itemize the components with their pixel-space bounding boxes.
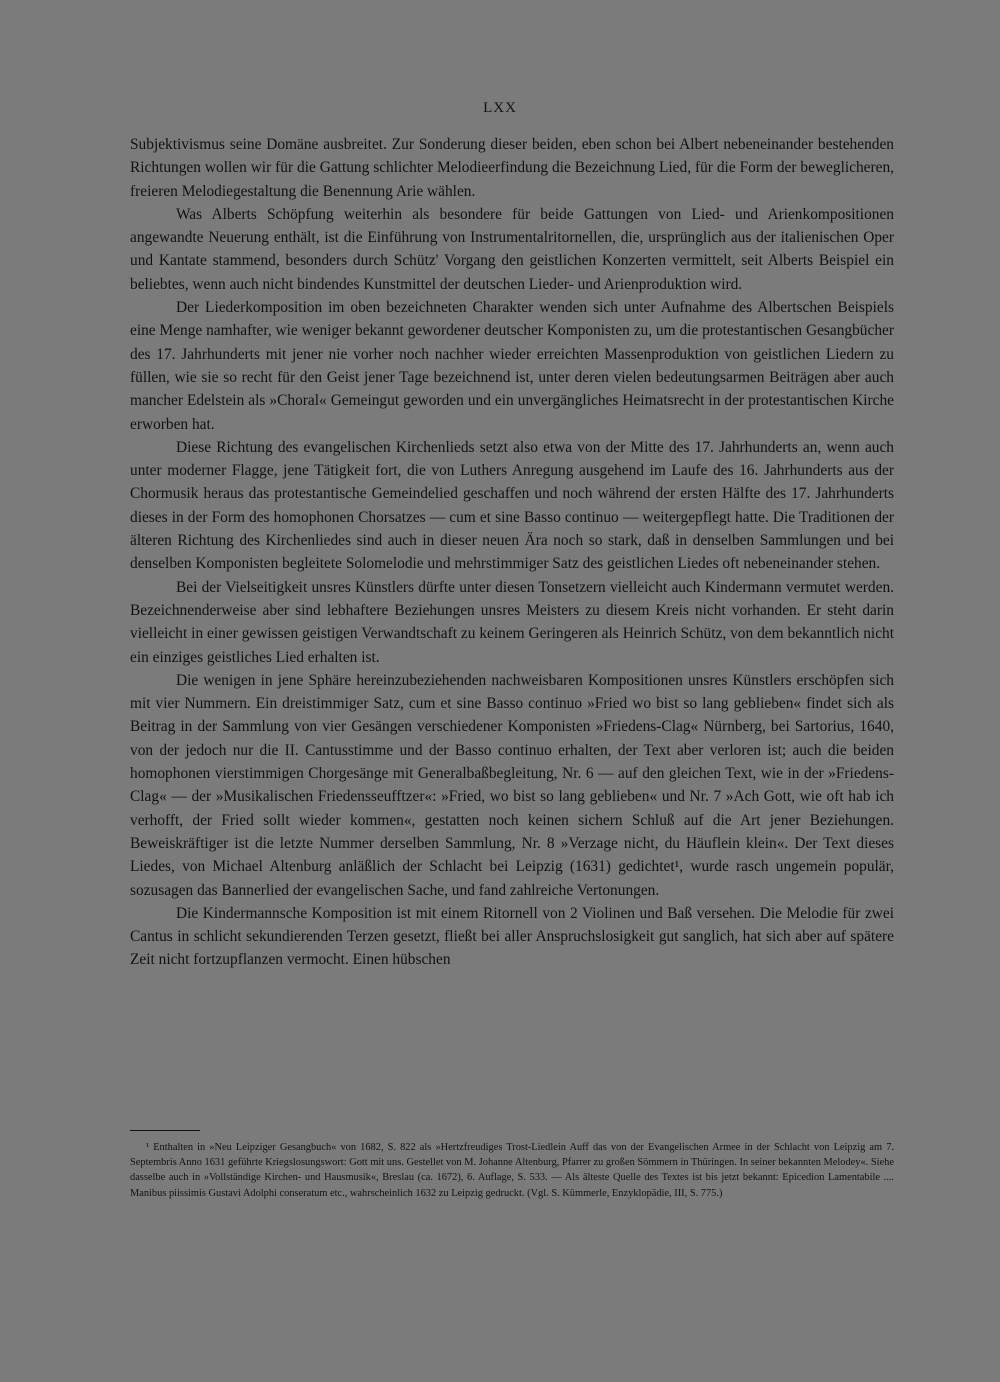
paragraph: Bei der Vielseitigkeit unsres Künstlers dürfte unter diesen Tonsetzern vielleicht auch Kindermann vermutet werden. Bezeichnenderweise aber sind lebhaftere Beziehungen unsres Meisters zu diesem Kreis nicht vorhanden. Er steht darin vielleicht in einer gewissen geistigen Verwandtschaft zu keinem Geringeren als Heinrich Schütz, von dem bekanntlich nicht ein einziges geistliches Lied erhalten ist. xyxy=(130,578,894,666)
paragraph: Der Liederkomposition im oben bezeichneten Charakter wenden sich unter Aufnahme des Albertschen Beispiels eine Menge namhafter, wie weniger bekannt gewordener deutscher Komponisten zu, um die protestantischen Gesangbücher des 17. Jahrhunderts mit jener nie vorher noch nachher wieder erreichten Massenproduktion von geistlichen Liedern zu füllen, wie sie so recht für den Geist jener Tage bezeichnend ist, unter deren vielen bedeutungsarmen Beiträgen aber auch mancher Edelstein als »Choral« Gemeingut geworden und ein unvergängliches Heimatsrecht in der protestantischen Kirche erworben hat. xyxy=(130,299,894,433)
paragraph: Subjektivismus seine Domäne ausbreitet. Zur Sonderung dieser beiden, eben schon bei Albert nebeneinander bestehenden Richtungen wollen wir für die Gattung schlichter Melodieerfindung die Bezeichnung Lied, für die Form der beweglicheren, freieren Melodiegestaltung die Benennung Arie wählen. xyxy=(130,136,894,200)
paragraph: Was Alberts Schöpfung weiterhin als besondere für beide Gattungen von Lied- und Arienkompositionen angewandte Neuerung enthält, ist die Einführung von Instrumentalritornellen, die, ursprünglich aus der italienischen Oper und Kantate stammend, besonders durch Schütz' Vorgang den geistlichen Konzerten vermittelt, seit Alberts Beispiel ein beliebtes, wenn auch nicht bindendes Kunstmittel der deutschen Lieder- und Arienproduktion wird. xyxy=(130,205,894,293)
footnote: ¹ Enthalten in »Neu Leipziger Gesangbuch« von 1682, S. 822 als »Hertzfreudiges Trost-Liedlein Auff das von der Evangelischen Armee in der Schlacht von Leipzig am 7. Septembris Anno 1631 geführte Kriegslosungswort: Gott mit uns. Gestellet von M. Johanne Altenburg, Pfarrer zu großen Sömmern in Thüringen. In seiner bekannten Melodey«. Siehe dasselbe auch in »Vollständige Kirchen- und Hausmusik«, Breslau (ca. 1672), 6. Auflage, S. 533. — Als älteste Quelle des Textes ist bis jetzt bekannt: Epicedion Lamentabile .... Manibus piissimis Gustavi Adolphi conseratum etc., wahrscheinlich 1632 zu Leipzig gedruckt. (Vgl. S. Kümmerle, Enzyklopädie, III, S. 775.) xyxy=(130,1142,894,1199)
paragraph: Diese Richtung des evangelischen Kirchenlieds setzt also etwa von der Mitte des 17. Jahrhunderts an, wenn auch unter moderner Flagge, jene Tätigkeit fort, die von Luthers Anregung ausgehend im Laufe des 16. Jahrhunderts aus der Chormusik heraus das protestantische Gemeindelied geschaffen und noch während der ersten Hälfte des 17. Jahrhunderts dieses in der Form des homophonen Chorsatzes — cum et sine Basso continuo — weitergepflegt hatte. Die Traditionen der älteren Richtung des Kirchenliedes sind auch in dieser neuen Ära noch so stark, daß in denselben Sammlungen und bei denselben Komponisten begleitete Solomelodie und mehrstimmiger Satz des geistlichen Liedes oft nebeneinander stehen. xyxy=(130,438,894,573)
page-number: LXX xyxy=(483,100,517,116)
footnote-rule xyxy=(130,1130,200,1131)
paragraph: Die Kindermannsche Komposition ist mit einem Ritornell von 2 Violinen und Baß versehen. Die Melodie für zwei Cantus in schlicht sekundierenden Terzen gesetzt, fließt bei aller Anspruchslosigkeit gut sanglich, hat sich aber auf spätere Zeit nicht fortzupflanzen vermocht. Einen hübschen xyxy=(130,904,894,969)
body-text xyxy=(130,133,894,972)
footnotes xyxy=(130,1140,894,1201)
paragraph: Die wenigen in jene Sphäre hereinzubeziehenden nachweisbaren Kompositionen unsres Künstlers erschöpfen sich mit vier Nummern. Ein dreistimmiger Satz, cum et sine Basso continuo »Fried wo bist so lang geblieben« findet sich als Beitrag in der Sammlung von vier Gesängen verschiedener Komponisten »Friedens-Clag« Nürnberg, bei Sartorius, 1640, von der jedoch nur die II. Cantusstimme und der Basso continuo erhalten, der Text aber verloren ist; auch die beiden homophonen vierstimmigen Chorgesänge mit Generalbaßbegleitung, Nr. 6 — auf den gleichen Text, wie in der »Friedens-Clag« — der »Musikalischen Friedensseufftzer«: »Fried, wo bist so lang geblieben« und Nr. 7 »Ach Gott, wie oft hab ich verhofft, der Fried sollt wieder kommen«, gestatten noch keinen sichern Schluß auf die Art jener Beziehungen. Beweiskräftiger ist die letzte Nummer derselben Sammlung, Nr. 8 »Verzage nicht, du Häuflein klein«. Der Text dieses Liedes, von Michael Altenburg anläßlich der Schlacht bei Leipzig (1631) gedichtet¹, wurde rasch ungemein populär, sozusagen das Bannerlied der evangelischen Sache, und fand zahlreiche Vertonungen. xyxy=(130,671,894,899)
